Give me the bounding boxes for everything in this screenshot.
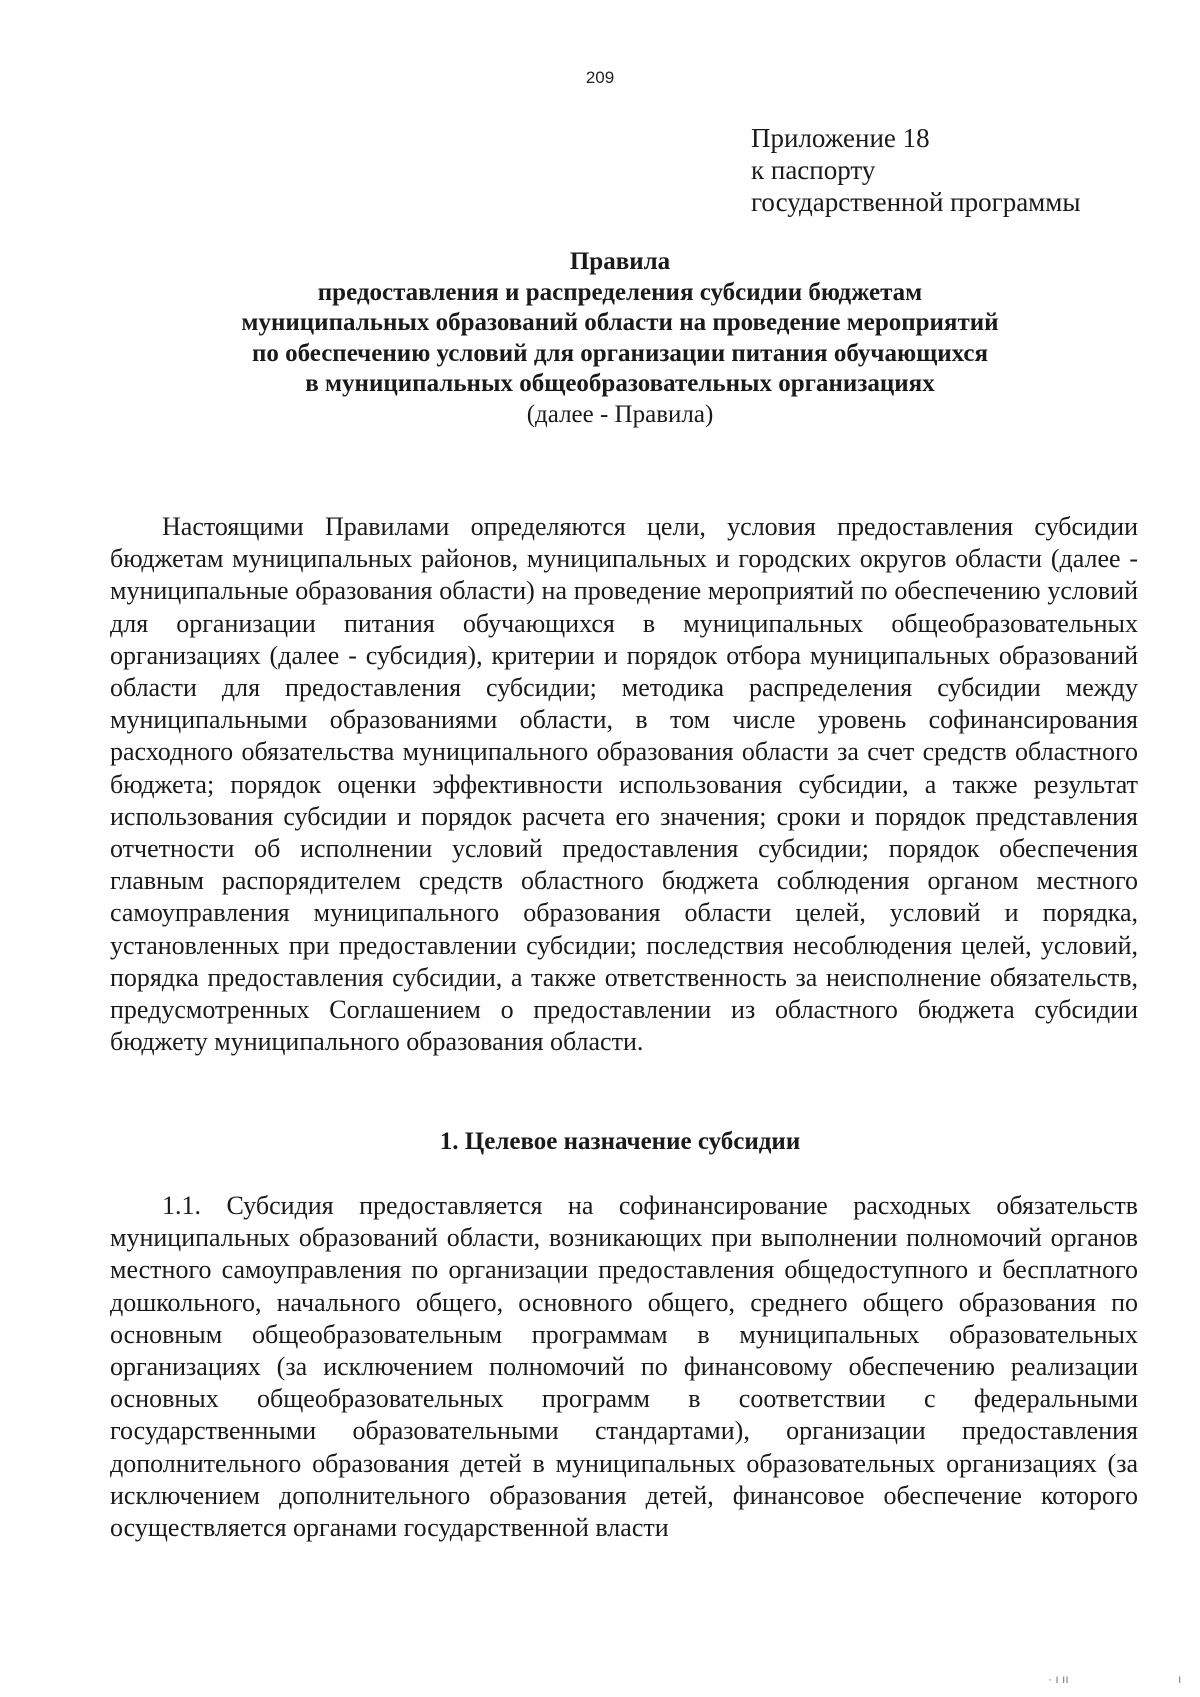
appendix-line-1: Приложение 18 <box>751 123 930 153</box>
title-line-4: по обеспечению условий для организации питания обучающихся <box>251 339 988 367</box>
paragraph-1-1: 1.1. Субсидия предоставляется на софинансирование расходных обязательств муниципальных образований области, возникающих при выполнении полномочий органов местного самоуправления по организации предоставления общедоступного и бесплатного дошкольного, начального общего, основного общего, среднего общего образования по основным общеобразовательным программам в муниципальных образовательных организациях (за исключением полномочий по финансовому обеспечению реализации основных общеобразовательных программ в соответствии с федеральными государственными образовательными стандартами), организации предоставления дополнительного образования детей в муниципальных образовательных организациях (за исключением дополнительного образования детей, финансовое обеспечение которого осуществляется органами государственной власти <box>110 1191 1138 1543</box>
title-line-2: предоставления и распределения субсидии бюджетам <box>317 278 923 306</box>
appendix-line-3: государственной программы <box>751 187 1081 217</box>
title-line-1: Правила <box>569 248 671 275</box>
title-line-5: в муниципальных общеобразовательных организациях <box>305 370 935 397</box>
scan-artifact: ı <box>1178 1672 1182 1686</box>
page-number: 209 <box>585 68 615 87</box>
intro-paragraph: Настоящими Правилами определяются цели, условия предоставления субсидии бюджетам муниципальных районов, муниципальных и городских округов области (далее - муниципальные образования области) на проведение мероприятий по обеспечению условий для организации питания обучающихся в муниципальных общеобразовательных организациях (далее - субсидия), критерии и порядок отбора муниципальных образований области для предоставления субсидии; методика распределения субсидии между муниципальными образованиями области, в том числе уровень софинансирования расходного обязательства муниципального образования области за счет средств областного бюджета; порядок оценки эффективности использования субсидии, а также результат использования субсидии и порядок расчета его значения; сроки и порядок представления отчетности об исполнении условий предоставления субсидии; порядок обеспечения главным распорядителем средств областного бюджета соблюдения органом местного самоуправления муниципального образования области целей, условий и порядка, установленных при предоставлении субсидии; последствия несоблюдения целей, условий, порядка предоставления субсидии, а также ответственность за неисполнение обязательств, предусмотренных Соглашением о предоставлении из областного бюджета субсидии бюджету муниципального образования области. <box>110 512 1138 1057</box>
section-1-body <box>110 1190 1138 1544</box>
title-line-6: (далее - Правила) <box>526 400 714 428</box>
title-line-3: муниципальных образований области на проведение мероприятий <box>241 309 999 336</box>
scan-artifact: · ı ıı <box>1048 1672 1069 1686</box>
appendix-note <box>751 122 1081 218</box>
appendix-line-2: к паспорту <box>751 155 876 185</box>
section-1-heading: 1. Целевое назначение субсидии <box>439 1128 801 1155</box>
intro-section <box>110 511 1138 1058</box>
document-title <box>100 247 1140 430</box>
